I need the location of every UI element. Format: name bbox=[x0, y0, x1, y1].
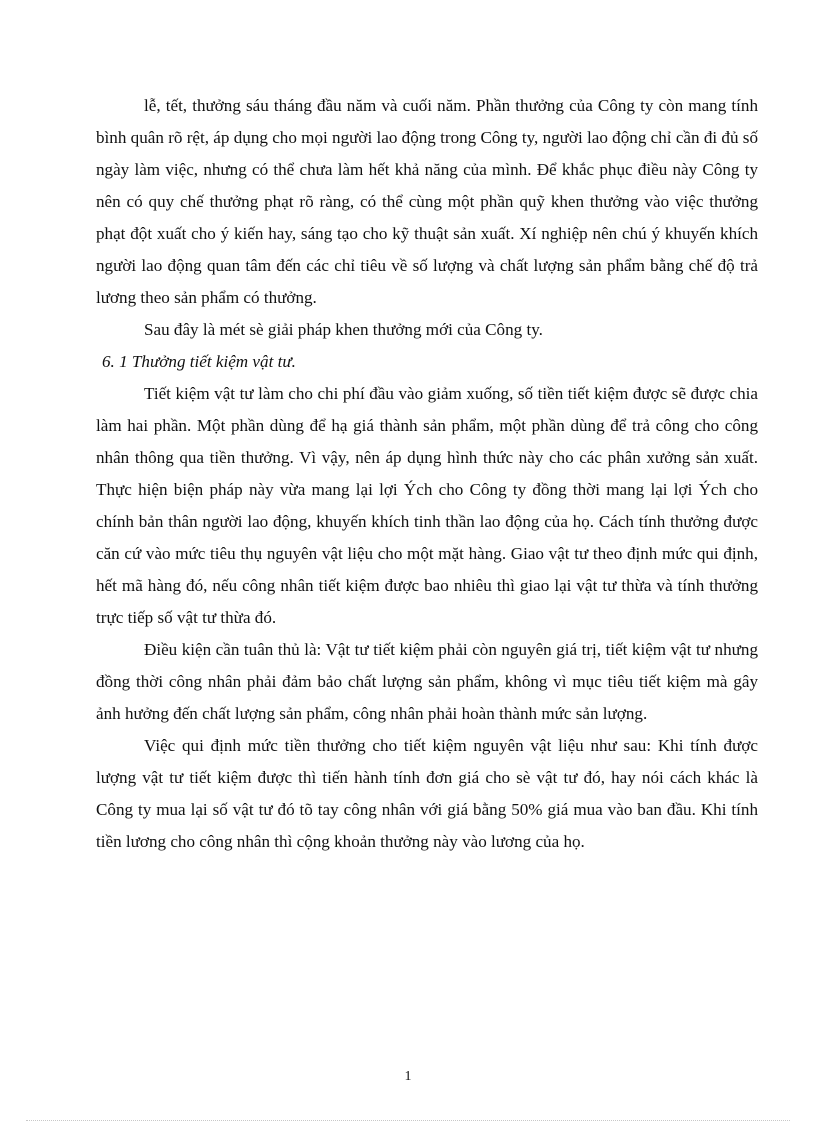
paragraph-material-saving: Tiết kiệm vật tư làm cho chi phí đầu vào giảm xuống, số tiền tiết kiệm được sẽ được chia làm hai phần. Một phần dùng để hạ giá thành sản phẩm, một phần dùng để trả công cho công nhân thông qua tiền thưởng. Vì vậy, nên áp dụng hình thức này cho các phân xưởng sản xuất. Thực hiện biện pháp này vừa mang lại lợi Ých cho Công ty đồng thời mang lại lợi Ých cho chính bản thân người lao động, khuyến khích tinh thần lao động của họ. Cách tính thưởng được căn cứ vào mức tiêu thụ nguyên vật liệu cho một mặt hàng. Giao vật tư theo định mức qui định, hết mã hàng đó, nếu công nhân tiết kiệm được bao nhiêu thì giao lại vật tư thừa và tính thưởng trực tiếp số vật tư thừa đó. bbox=[96, 384, 758, 627]
paragraph-conditions: Điều kiện cần tuân thủ là: Vật tư tiết kiệm phải còn nguyên giá trị, tiết kiệm vật tư nhưng đồng thời công nhân phải đảm bảo chất lượng sản phẩm, không vì mục tiêu tiết kiệm mà gây ảnh hưởng đến chất lượng sản phẩm, công nhân phải hoàn thành mức sản lượng. bbox=[96, 640, 758, 723]
document-body bbox=[96, 90, 758, 858]
paragraph-intro-solutions: Sau đây là mét sè giải pháp khen thưởng mới của Công ty. bbox=[144, 320, 543, 339]
paragraph-bonus-policy: lễ, tết, thưởng sáu tháng đầu năm và cuối năm. Phần thưởng của Công ty còn mang tính bình quân rõ rệt, áp dụng cho mọi người lao động trong Công ty, người lao động chỉ cần đi đủ số ngày làm việc, nhưng có thể chưa làm hết khả năng của mình. Để khắc phục điều này Công ty nên có quy chế thưởng phạt rõ ràng, có thể cùng một phần quỹ khen thưởng vào việc thưởng phạt đột xuất cho ý kiến hay, sáng tạo cho kỹ thuật sản xuất. Xí nghiệp nên chú ý khuyến khích người lao động quan tâm đến các chỉ tiêu về số lượng và chất lượng sản phẩm bằng chế độ trả lương theo sản phẩm có thưởng. bbox=[96, 96, 758, 307]
page-number: 1 bbox=[404, 1069, 412, 1084]
section-heading-material-saving: 6. 1 Thưởng tiết kiệm vật tư. bbox=[102, 352, 296, 371]
paragraph-bonus-rate: Việc qui định mức tiền thưởng cho tiết kiệm nguyên vật liệu như sau: Khi tính được lượng vật tư tiết kiệm được thì tiến hành tính đơn giá cho sè vật tư đó, hay nói cách khác là Công ty mua lại số vật tư đó tõ tay công nhân với giá bằng 50% giá mua vào ban đầu. Khi tính tiền lương cho công nhân thì cộng khoản thưởng này vào lương của họ. bbox=[96, 736, 758, 851]
page-bottom-divider bbox=[26, 1120, 790, 1121]
